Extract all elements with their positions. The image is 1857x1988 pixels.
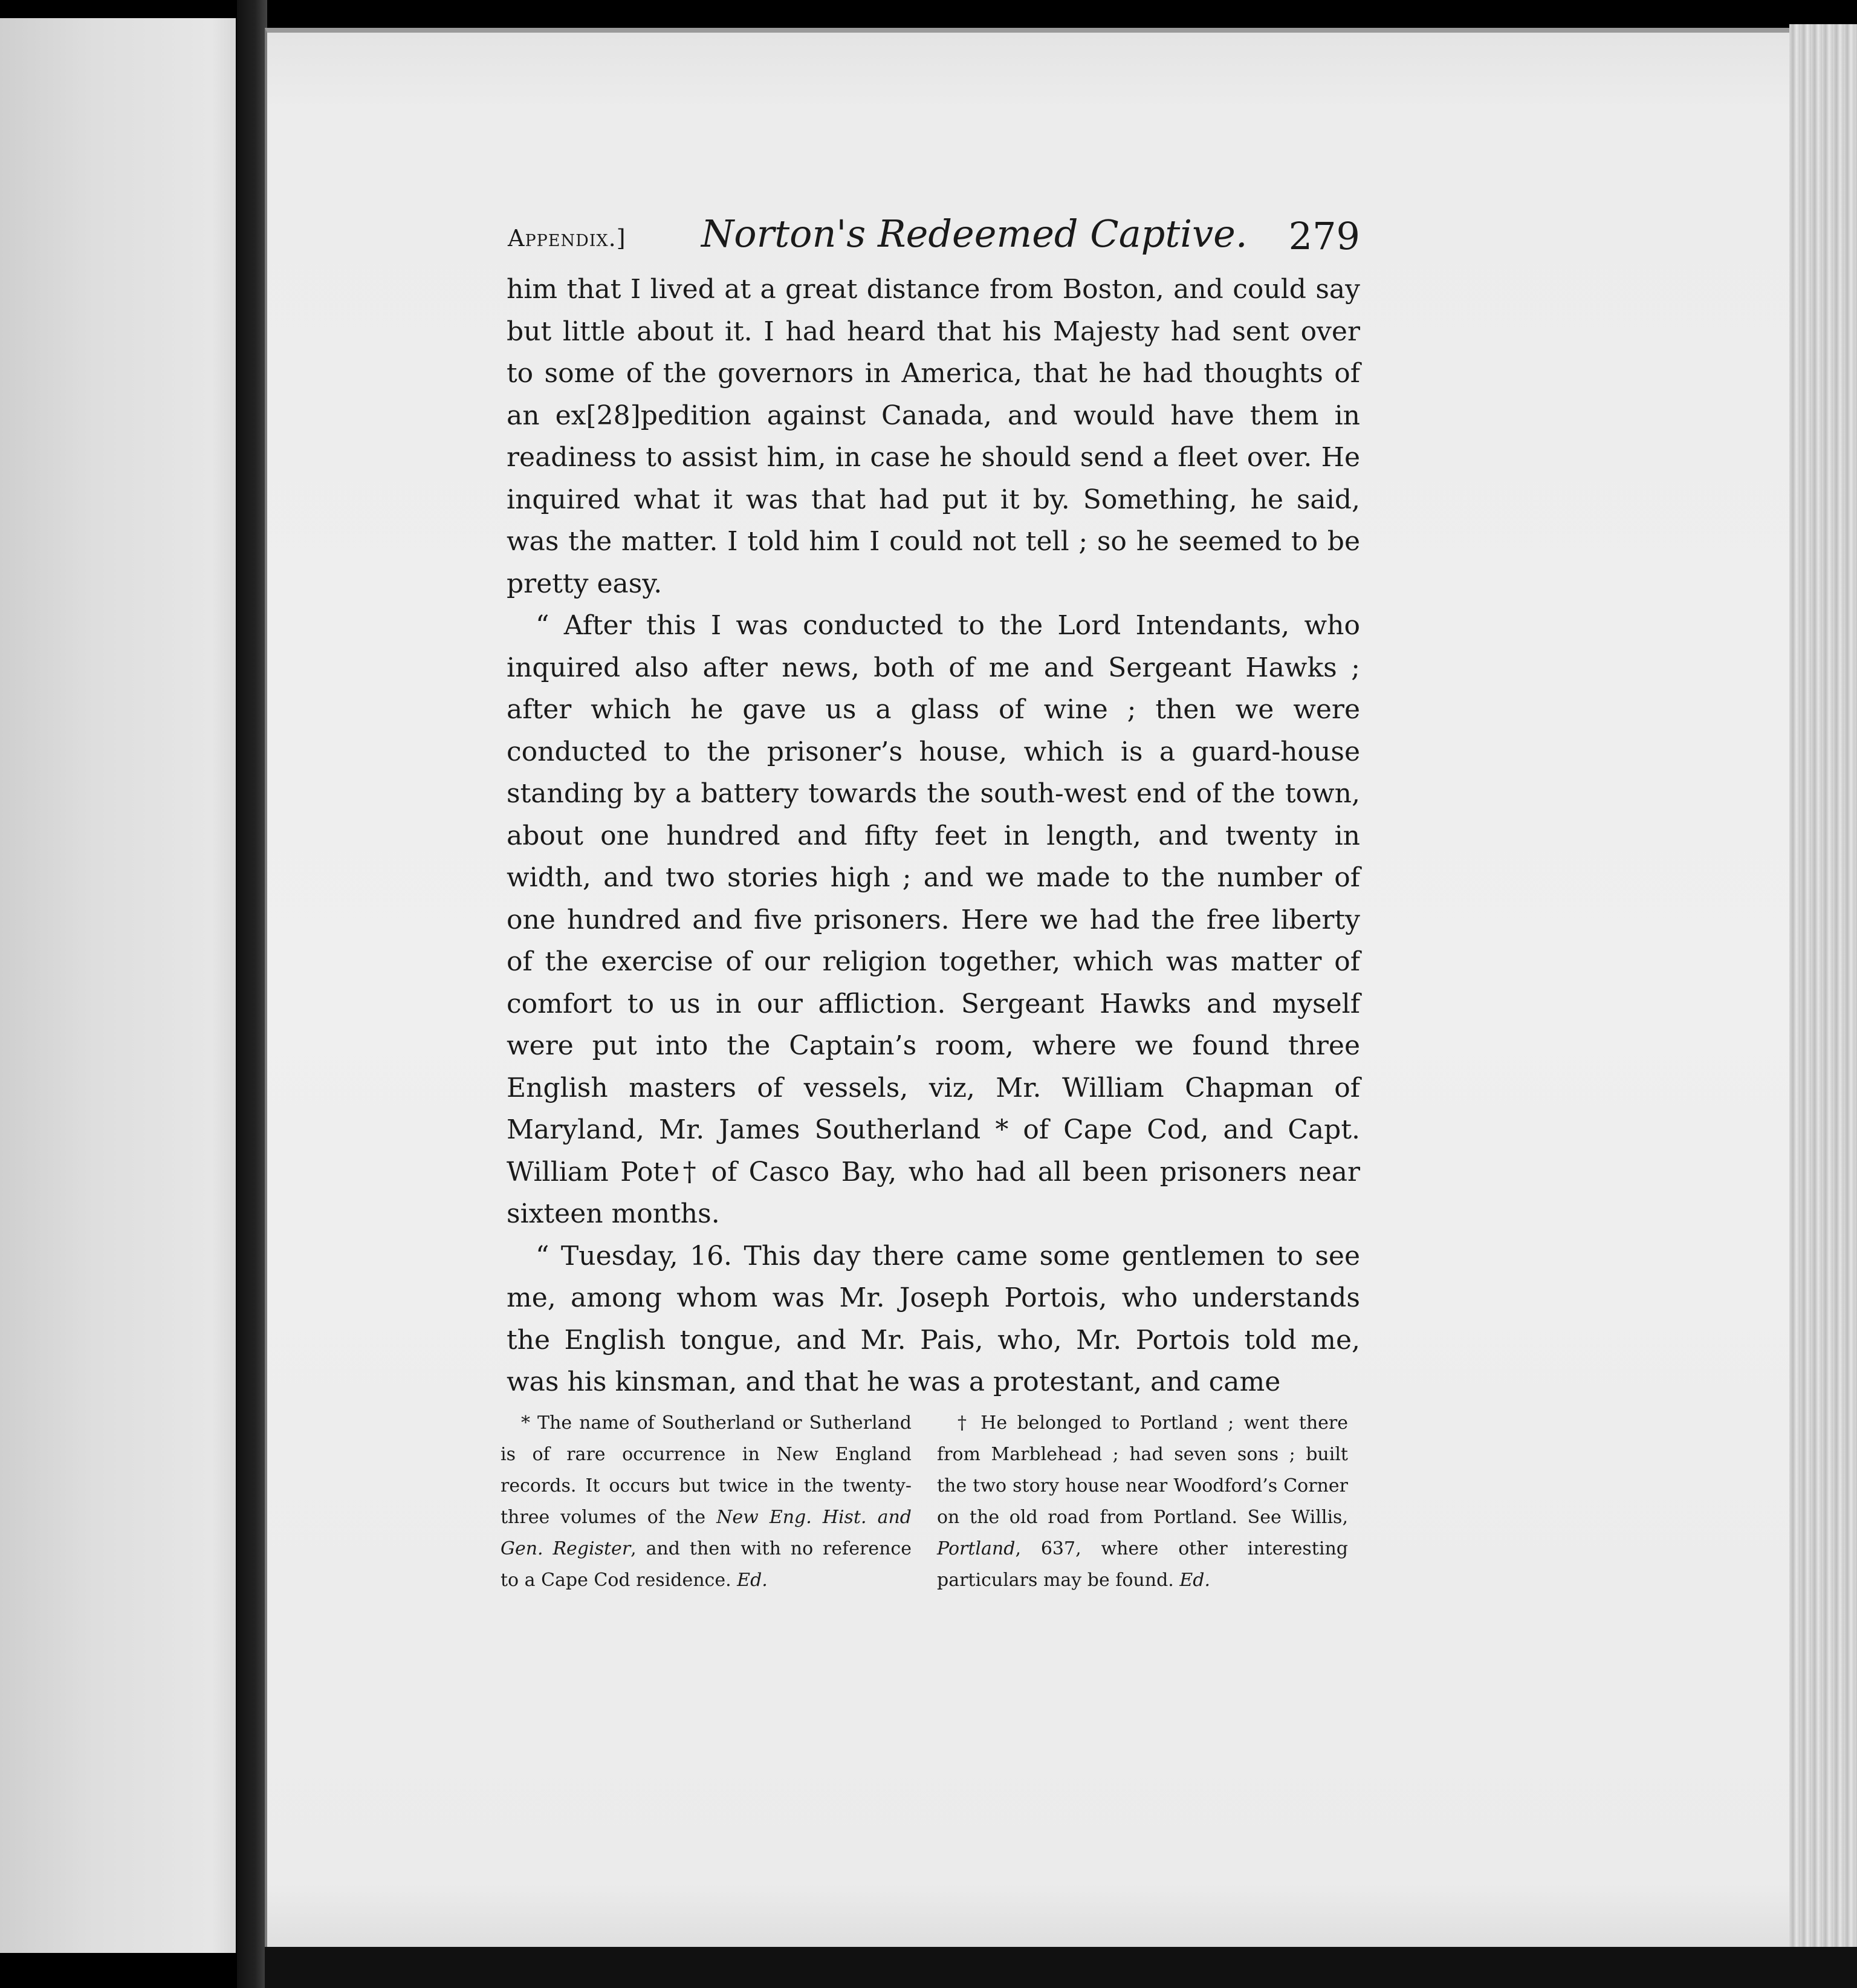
- footnote-text: † He belonged to Portland ; went there from Marblehead ; had seven sons ; built the two story house near Woodford’s Corner on the old road from Portland. See Willis,: [937, 1412, 1348, 1528]
- page-edges: [1789, 24, 1857, 1965]
- footnote-citation: Portland: [937, 1538, 1016, 1559]
- book-gutter: [237, 0, 267, 1988]
- body-text: [507, 268, 1360, 1403]
- footnote-pote: [937, 1408, 1348, 1596]
- running-head: [507, 212, 1360, 260]
- paragraph-tuesday: “ Tuesday, 16. This day there came some gentlemen to see me, among whom was Mr. Joseph Portois, who understands the English tongue, and Mr. Pais, who, Mr. Portois told me, was his kinsman, and that he was a protestant, and came: [507, 1240, 1360, 1397]
- page-number: 279: [1288, 214, 1360, 258]
- footnote-text: , 637, where other interesting particulars may be found.: [937, 1538, 1348, 1591]
- running-head-title: Norton's Redeemed Captive.: [701, 212, 1248, 256]
- footnote-text: , and then with no reference to a Cape Cod residence.: [501, 1538, 912, 1591]
- page-text-block: [507, 212, 1360, 1403]
- paragraph-continued: him that I lived at a great distance from Boston, and could say but little about it. I had heard that his Majesty had sent over to some of the governors in America, that he had thoughts of an ex[28]pedition against Canada, and would have them in readiness to assist him, in case he should send a fleet over. He inquired what it was that had put it by. Something, he said, was the matter. I told him I could not tell ; so he seemed to be pretty easy.: [507, 274, 1360, 599]
- footnote-text: * The name of Southerland or Sutherland is of rare occurrence in New England records. It occurs but twice in the twenty-three volumes of the: [501, 1412, 912, 1528]
- paragraph-intendants: “ After this I was conducted to the Lord Intendants, who inquired also after news, both of me and Sergeant Hawks ; after which he gave us a glass of wine ; then we were conducted to the prisoner’s house, which is a guard-house standing by a battery towards the south-west end of the town, about one hundred and fifty feet in length, and twenty in width, and two stories high ; and we made to the number of one hundred and five prisoners. Here we had the free liberty of the exercise of our religion together, which was matter of comfort to us in our affliction. Sergeant Hawks and myself were put into the Captain’s room, where we found three English masters of vessels, viz, Mr. William Chapman of Maryland, Mr. James Southerland * of Cape Cod, and Capt. William Pote† of Casco Bay, who had all been prisoners near sixteen months.: [507, 610, 1360, 1229]
- footnote-citation: New Eng. Hist. and Gen. Register: [501, 1507, 912, 1559]
- footnote-southerland: [501, 1408, 912, 1596]
- facing-page-edge: [0, 18, 236, 1953]
- footnote-signature: Ed.: [1179, 1570, 1210, 1591]
- scan-bottom-border: [265, 1947, 1857, 1988]
- footnote-signature: Ed.: [737, 1570, 768, 1591]
- running-head-section: Appendix.]: [508, 225, 626, 252]
